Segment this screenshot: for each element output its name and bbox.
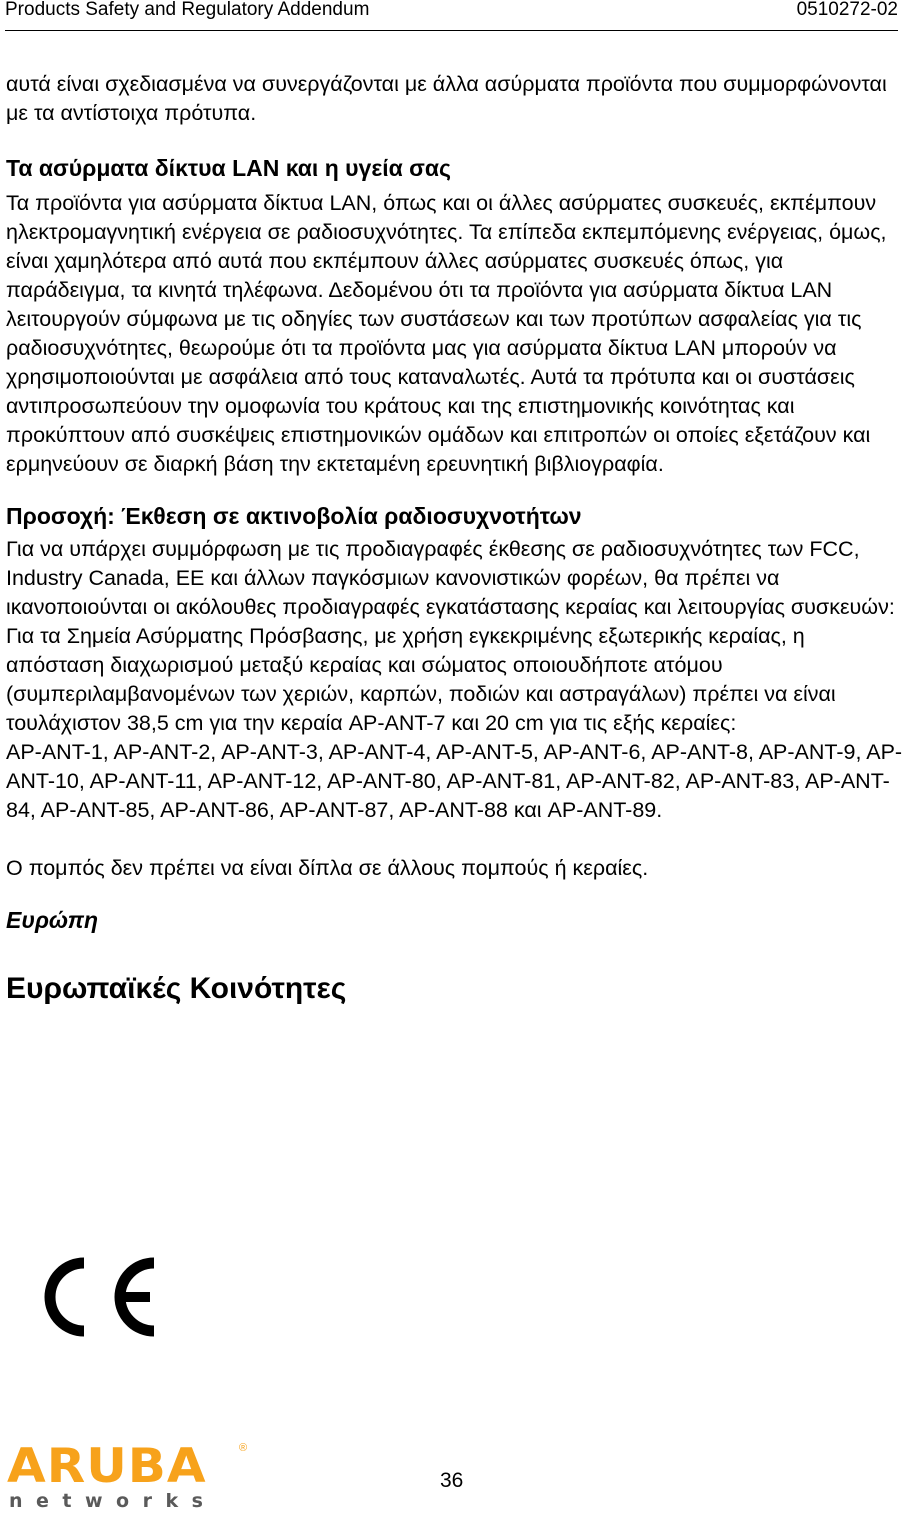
rf-exposure-paragraph-1: Για να υπάρχει συμμόρφωση με τις προδιαγραφές έκθεσης σε ραδιοσυχνότητες των FCC, Industry Canada, ΕΕ και άλλων παγκόσμιων κανονιστικών φορέων, θα πρέπει να ικανοποιούνται οι ακόλουθες προδιαγραφές εγκατάστασης κεραίας και λειτουργίας συσκευών:	[6, 537, 895, 619]
page-number: 36	[440, 1469, 464, 1492]
document-title: Products Safety and Regulatory Addendum	[5, 0, 370, 20]
section-heading-rf-exposure: Προσοχή: Έκθεση σε ακτινοβολία ραδιοσυχνοτήτων	[6, 503, 582, 529]
aruba-networks-logo	[7, 1438, 252, 1512]
section-body-wlan-health: Τα προϊόντα για ασύρματα δίκτυα LAN, όπως και οι άλλες ασύρματες συσκευές, εκπέμπουν ηλεκτρομαγνητική ενέργεια σε ραδιοσυχνότητες. Τα επίπεδα εκπεμπόμενης ενέργειας, όμως, είναι χαμηλότερα από αυτά που εκπέμπουν άλλες ασύρματες συσκευές όπως, για παράδειγμα, τα κινητά τηλέφωνα. Δεδομένου ότι τα προϊόντα για ασύρματα δίκτυα LAN λειτουργούν σύμφωνα με τις οδηγίες των συστάσεων και των προτύπων ασφαλείας για τις ραδιοσυχνότητες, θεωρούμε ότι τα προϊόντα μας για ασύρματα δίκτυα LAN μπορούν να χρησιμοποιούνται με ασφάλεια από τους καταναλωτές. Αυτά τα πρότυπα και οι συστάσεις αντιπροσωπεύουν την ομοφωνία του κράτους και της επιστημονικής κοινότητας και προκύπτουν από συσκέψεις επιστημονικών ομάδων και επιτροπών οι οποίες εξετάζουν και ερμηνεύουν σε διαρκή βάση την εκτεταμένη ερευνητική βιβλιογραφία.	[6, 191, 887, 476]
section-heading-wlan-health: Τα ασύρματα δίκτυα LAN και η υγεία σας	[6, 155, 451, 181]
rf-exposure-paragraph-2: Για τα Σημεία Ασύρματης Πρόσβασης, με χρήση εγκεκριμένης εξωτερικής κεραίας, η απόσταση διαχωρισμού μεταξύ κεραίας και σώματος οποιουδήποτε ατόμου (συμπεριλαμβανομένων των χεριών, καρπών, ποδιών και αστραγάλων) πρέπει να είναι τουλάχιστον 38,5 cm για την κεραία AP-ANT-7 και 20 cm για τις εξής κεραίες:	[6, 624, 836, 735]
antenna-list: AP-ANT-1, AP-ANT-2, AP-ANT-3, AP-ANT-4, AP-ANT-5, AP-ANT-6, AP-ANT-8, AP-ANT-9, AP-ANT-10, AP-ANT-11, AP-ANT-12, AP-ANT-80, AP-ANT-81, AP-ANT-82, AP-ANT-83, AP-ANT-84, AP-ANT-85, AP-ANT-86, AP-ANT-87, AP-ANT-88 και AP-ANT-89.	[6, 740, 903, 822]
logo-subtitle-text: networks	[9, 1490, 217, 1512]
page-content	[6, 70, 906, 1009]
european-communities-heading: Ευρωπαϊκές Κοινότητες	[6, 972, 347, 1005]
registered-mark: ®	[239, 1442, 248, 1454]
page-header	[5, 0, 898, 31]
document-number: 0510272-02	[796, 0, 898, 20]
logo-brand-text: ARUBA	[7, 1438, 207, 1494]
transmitter-note: Ο πομπός δεν πρέπει να είναι δίπλα σε άλλους πομπούς ή κεραίες.	[6, 856, 649, 880]
intro-paragraph: αυτά είναι σχεδιασμένα να συνεργάζονται με άλλα ασύρματα προϊόντα που συμμορφώνονται με τα αντίστοιχα πρότυπα.	[6, 72, 887, 125]
ce-mark-icon	[38, 1254, 158, 1340]
europe-heading: Ευρώπη	[6, 907, 99, 933]
